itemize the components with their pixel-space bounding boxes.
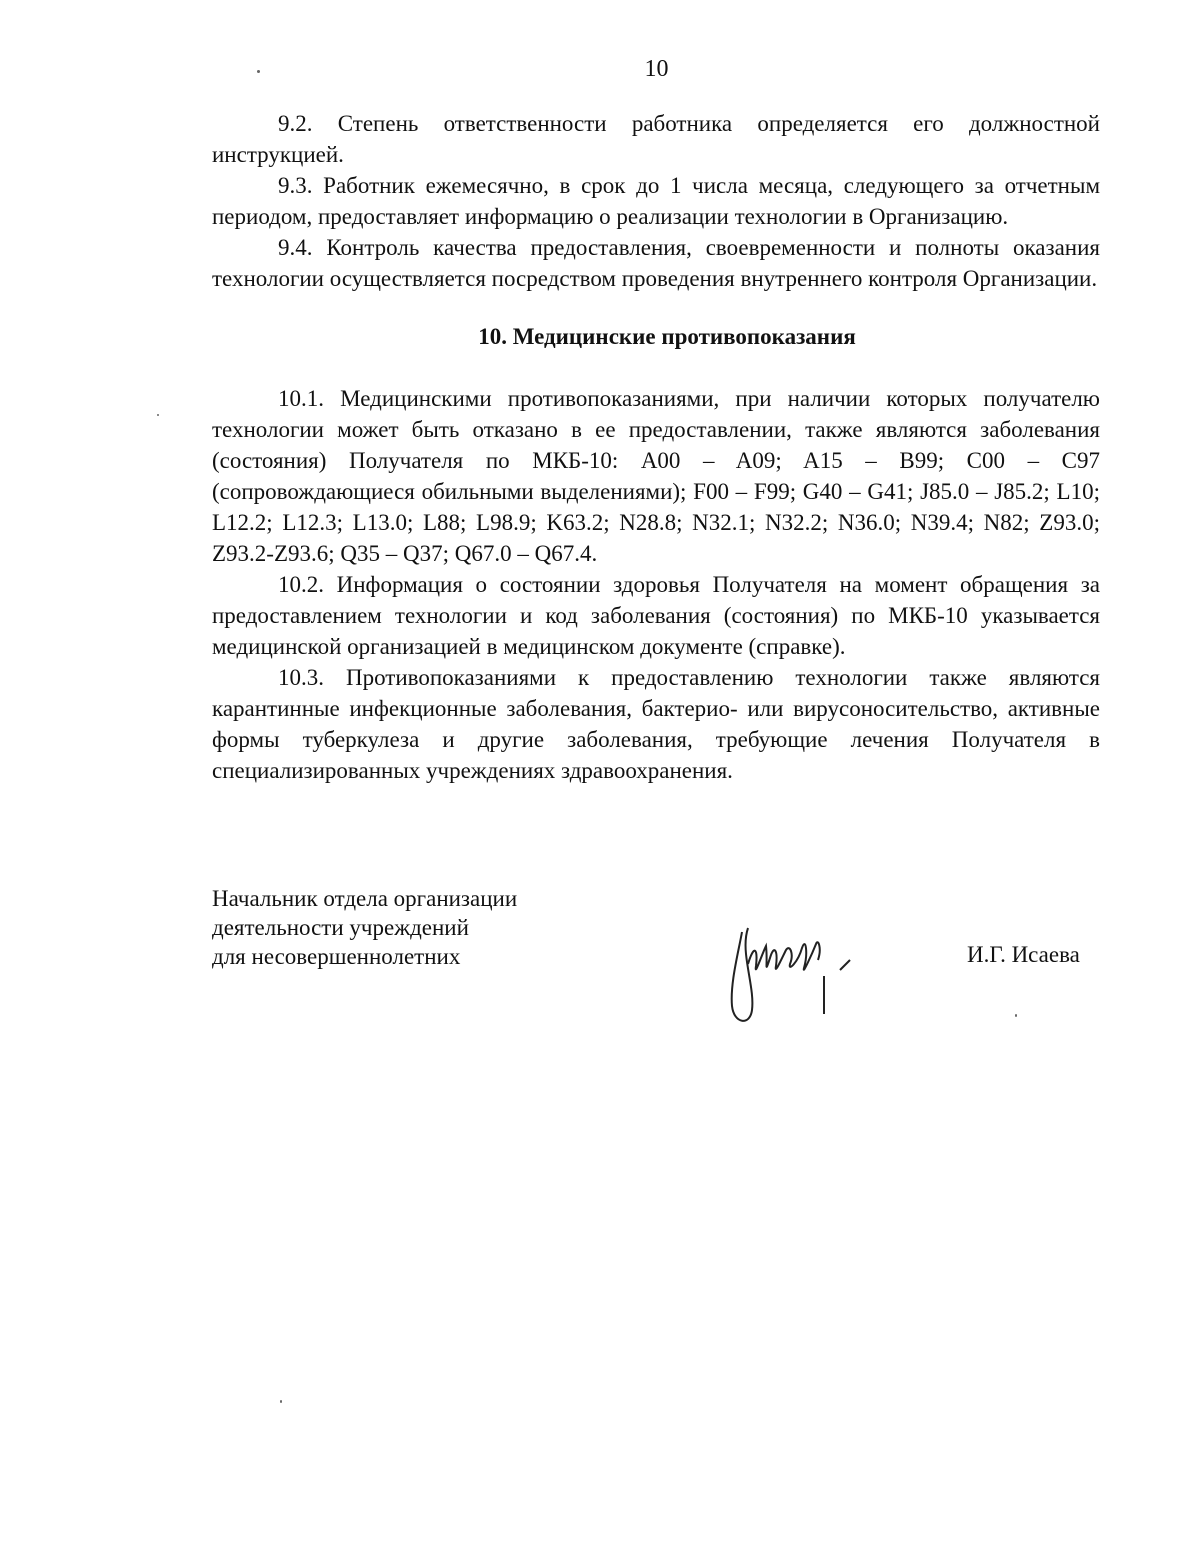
document-body <box>212 108 1100 786</box>
scan-speck <box>157 414 159 416</box>
scan-speck <box>1015 1014 1017 1017</box>
section-heading-10: 10. Медицинские противопоказания <box>478 324 856 349</box>
paragraph-9-4: 9.4. Контроль качества предоставления, своевременности и полноты оказания технологии осуществляется посредством проведения внутреннего контроля Организации. <box>212 235 1100 291</box>
handwritten-signature <box>712 914 862 1034</box>
paragraph-10-3: 10.3. Противопоказаниями к предоставлению технологии также являются карантинные инфекционные заболевания, бактерио- или вирусоносительство, активные формы туберкулеза и другие заболевания, требующие лечения Получателя в специализированных учреждениях здравоохранения. <box>212 665 1100 783</box>
signatory-name: И.Г. Исаева <box>967 942 1080 967</box>
paragraph-10-2: 10.2. Информация о состоянии здоровья Получателя на момент обращения за предоставлением технологии и код заболевания (состояния) по МКБ-10 указывается медицинской организацией в медицинском документе (справке). <box>212 572 1100 659</box>
paragraph-10-1: 10.1. Медицинскими противопоказаниями, при наличии которых получателю технологии может быть отказано в ее предоставлении, также являются заболевания (состояния) Получателя по МКБ-10: A00 – A09; A15 – B99; C00 – C97 (сопровождающиеся обильными выделениями); F00 – F99; G40 – G41; J85.0 – J85.2; L10; L12.2; L12.3; L13.0; L88; L98.9; K63.2; N28.8; N32.1; N32.2; N36.0; N39.4; N82; Z93.0; Z93.2-Z93.6; Q35 – Q37; Q67.0 – Q67.4. <box>212 386 1100 566</box>
paragraph-9-2: 9.2. Степень ответственности работника определяется его должностной инструкцией. <box>212 111 1100 167</box>
paragraph-9-3: 9.3. Работник ежемесячно, в срок до 1 числа месяца, следующего за отчетным периодом, предоставляет информацию о реализации технологии в Организацию. <box>212 173 1100 229</box>
scan-speck <box>257 70 260 73</box>
signatory-title-line: Начальник отдела организации <box>212 886 518 911</box>
signatory-title-line: деятельности учреждений <box>212 915 469 940</box>
scan-speck <box>280 1400 282 1403</box>
page-number: 10 <box>644 56 669 82</box>
signatory-title <box>212 884 517 971</box>
signatory-title-line: для несовершеннолетних <box>212 944 461 969</box>
